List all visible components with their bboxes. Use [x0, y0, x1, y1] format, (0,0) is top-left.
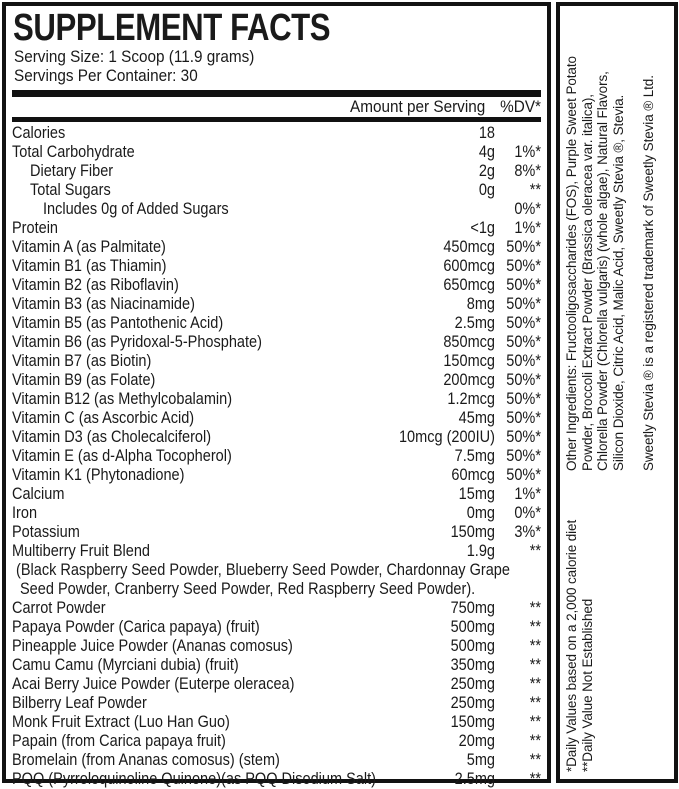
- supplement-facts-panel: [2, 2, 551, 788]
- nutrient-dv: 50%*: [506, 276, 541, 294]
- nutrient-name: Carrot Powder: [12, 599, 106, 617]
- nutrient-name: Includes 0g of Added Sugars: [43, 200, 229, 218]
- nutrient-name: Dietary Fiber: [30, 162, 114, 180]
- nutrient-dv: **: [529, 599, 541, 617]
- nutrient-dv: 50%*: [506, 295, 541, 313]
- nutrient-name: Total Carbohydrate: [12, 143, 135, 161]
- nutrient-amount: 45mg: [458, 409, 495, 427]
- nutrient-amount: 450mcg: [443, 238, 495, 256]
- nutrient-row: [12, 770, 541, 789]
- nutrient-dv: **: [529, 637, 541, 655]
- nutrient-amount: 7.5mg: [454, 447, 495, 465]
- nutrient-row: [12, 257, 541, 276]
- column-header-row: [12, 97, 541, 117]
- nutrient-row: [12, 390, 541, 409]
- nutrient-amount: 4g: [478, 143, 495, 161]
- nutrient-name: Vitamin D3 (as Cholecalciferol): [12, 428, 212, 446]
- nutrient-row: [12, 599, 541, 618]
- nutrient-amount: 850mcg: [443, 333, 495, 351]
- nutrient-row: [12, 675, 541, 694]
- nutrient-amount: 5mg: [466, 751, 495, 769]
- nutrient-dv: 1%*: [514, 485, 541, 503]
- nutrient-name: (Black Raspberry Seed Powder, Blueberry Seed Powder, Chardonnay Grape: [16, 561, 510, 579]
- nutrient-name: Iron: [12, 504, 38, 522]
- nutrient-name: Protein: [12, 219, 59, 237]
- serving-size: Serving Size: 1 Scoop (11.9 grams): [14, 47, 255, 66]
- nutrient-dv: **: [529, 732, 541, 750]
- nutrient-name: Vitamin B2 (as Riboflavin): [12, 276, 179, 294]
- nutrient-dv: 50%*: [506, 390, 541, 408]
- nutrient-dv: 50%*: [506, 257, 541, 275]
- nutrient-rows: [12, 124, 541, 789]
- nutrient-amount: <1g: [470, 219, 495, 237]
- nutrient-row: [12, 504, 541, 523]
- nutrient-name: Vitamin B1 (as Thiamin): [12, 257, 167, 275]
- nutrient-dv: 50%*: [506, 333, 541, 351]
- nutrient-name: Vitamin B5 (as Pantothenic Acid): [12, 314, 224, 332]
- nutrient-name: Total Sugars: [30, 181, 111, 199]
- nutrient-amount: 750mg: [450, 599, 495, 617]
- nutrient-amount: 2g: [478, 162, 495, 180]
- nutrient-name: Vitamin K1 (Phytonadione): [12, 466, 185, 484]
- nutrient-amount: 150mg: [450, 523, 495, 541]
- nutrient-row: [12, 523, 541, 542]
- servings-per-container: Servings Per Container: 30: [14, 66, 198, 85]
- nutrient-row: [12, 694, 541, 713]
- nutrient-row: [12, 276, 541, 295]
- nutrient-dv: **: [529, 618, 541, 636]
- nutrient-dv: **: [529, 656, 541, 674]
- nutrient-name: Vitamin C (as Ascorbic Acid): [12, 409, 195, 427]
- other-ingredients-line: Powder, Broccoli Extract Powder (Brassica oleracea var. italica),: [579, 94, 595, 471]
- footnotes-block: [564, 520, 595, 772]
- nutrient-row: [12, 162, 541, 181]
- nutrient-name: Bilberry Leaf Powder: [12, 694, 147, 712]
- footnote-daily-values: *Daily Values based on a 2,000 calorie diet: [564, 519, 579, 772]
- nutrient-amount: 600mcg: [443, 257, 495, 275]
- nutrient-row: [12, 352, 541, 371]
- nutrient-dv: **: [529, 694, 541, 712]
- other-ingredients-lines: [564, 56, 626, 471]
- panel-title: SUPPLEMENT FACTS: [13, 7, 331, 49]
- nutrient-dv: 1%*: [514, 219, 541, 237]
- side-panel: [556, 2, 678, 783]
- nutrient-amount: 15mg: [458, 485, 495, 503]
- nutrient-dv: 3%*: [514, 523, 541, 541]
- nutrient-dv: 50%*: [506, 447, 541, 465]
- nutrient-row: [12, 561, 541, 580]
- nutrient-amount: 150mcg: [443, 352, 495, 370]
- nutrient-amount: 250mg: [450, 694, 495, 712]
- amount-column-header: Amount per Serving: [349, 97, 485, 116]
- nutrient-dv: **: [529, 542, 541, 560]
- nutrient-name: Pineapple Juice Powder (Ananas comosus): [12, 637, 293, 655]
- nutrient-row: [12, 542, 541, 561]
- nutrient-row: [12, 485, 541, 504]
- nutrient-amount: 2.5mg: [454, 314, 495, 332]
- nutrient-amount: 0mg: [466, 504, 495, 522]
- nutrient-amount: 1.2mcg: [447, 390, 495, 408]
- nutrient-dv: 8%*: [514, 162, 541, 180]
- nutrient-dv: 50%*: [506, 371, 541, 389]
- nutrient-name: Vitamin B7 (as Biotin): [12, 352, 152, 370]
- other-ingredients-block: [564, 56, 657, 471]
- nutrient-name: Potassium: [12, 523, 80, 541]
- nutrient-amount: 150mg: [450, 713, 495, 731]
- rotated-text-wrapper: [563, 12, 669, 772]
- nutrient-amount: 8mg: [466, 295, 495, 313]
- nutrient-name: Papain (from Carica papaya fruit): [12, 732, 226, 750]
- nutrient-row: [12, 333, 541, 352]
- divider-bar-top: [12, 90, 541, 97]
- nutrient-amount: 20mg: [458, 732, 495, 750]
- nutrient-amount: 650mcg: [443, 276, 495, 294]
- other-ingredients-line: Silicon Dioxide, Citric Acid, Malic Acid, Sweetly Stevia ®, Stevia.: [610, 94, 626, 471]
- nutrient-name: Camu Camu (Myrciani dubia) (fruit): [12, 656, 239, 674]
- nutrient-row: [12, 656, 541, 675]
- nutrient-amount: 1.9g: [466, 542, 495, 560]
- divider-bar-under-header: [12, 117, 541, 122]
- nutrient-row: [12, 181, 541, 200]
- nutrient-dv: 50%*: [506, 352, 541, 370]
- trademark-note: Sweetly Stevia ® is a registered trademark of Sweetly Stevia ® Ltd.: [641, 75, 656, 471]
- nutrient-name: Calcium: [12, 485, 65, 503]
- nutrient-amount: 18: [478, 124, 495, 142]
- nutrient-row: [12, 637, 541, 656]
- nutrient-row: [12, 428, 541, 447]
- nutrient-name: Papaya Powder (Carica papaya) (fruit): [12, 618, 260, 636]
- nutrient-amount: 0g: [478, 181, 495, 199]
- dv-column-header: %DV*: [500, 97, 541, 116]
- nutrient-row: [12, 466, 541, 485]
- nutrient-name: Vitamin B3 (as Niacinamide): [12, 295, 195, 313]
- nutrient-row: [12, 295, 541, 314]
- nutrient-amount: 10mcg (200IU): [398, 428, 495, 446]
- nutrient-row: [12, 200, 541, 219]
- footnote-not-established: **Daily Value Not Established: [579, 598, 595, 772]
- nutrient-name: Seed Powder, Cranberry Seed Powder, Red Raspberry Seed Powder).: [20, 580, 476, 598]
- nutrient-row: [12, 143, 541, 162]
- nutrient-dv: **: [529, 751, 541, 769]
- nutrient-name: Vitamin A (as Palmitate): [12, 238, 166, 256]
- nutrient-row: [12, 314, 541, 333]
- nutrient-amount: 500mg: [450, 637, 495, 655]
- nutrient-row: [12, 371, 541, 390]
- nutrient-dv: 50%*: [506, 409, 541, 427]
- nutrient-dv: 50%*: [506, 314, 541, 332]
- nutrient-name: Vitamin B12 (as Methylcobalamin): [12, 390, 233, 408]
- nutrient-name: Calories: [12, 124, 66, 142]
- nutrient-name: Monk Fruit Extract (Luo Han Guo): [12, 713, 230, 731]
- nutrient-name: PQQ (Pyrroloquinoline Quinone)(as PQQ Disodium Salt): [12, 770, 376, 788]
- nutrient-row: [12, 409, 541, 428]
- nutrient-name: Bromelain (from Ananas comosus) (stem): [12, 751, 280, 769]
- nutrient-row: [12, 238, 541, 257]
- nutrient-name: Acai Berry Juice Powder (Euterpe oleracea): [12, 675, 295, 693]
- nutrient-amount: 200mcg: [443, 371, 495, 389]
- nutrient-dv: **: [529, 770, 541, 788]
- nutrient-amount: 60mcg: [451, 466, 495, 484]
- nutrient-row: [12, 580, 541, 599]
- nutrient-name: Multiberry Fruit Blend: [12, 542, 150, 560]
- nutrient-row: [12, 219, 541, 238]
- nutrient-dv: 1%*: [514, 143, 541, 161]
- nutrient-row: [12, 713, 541, 732]
- nutrient-dv: 0%*: [514, 200, 541, 218]
- nutrient-row: [12, 751, 541, 770]
- nutrient-name: Vitamin E (as d-Alpha Tocopherol): [12, 447, 232, 465]
- nutrient-amount: 350mg: [450, 656, 495, 674]
- other-ingredients-line: Chlorella Powder (Chlorella vulgaris) (whole algae), Natural Flavors,: [595, 71, 610, 471]
- nutrient-amount: 500mg: [450, 618, 495, 636]
- nutrient-dv: **: [529, 181, 541, 199]
- nutrient-row: [12, 447, 541, 466]
- nutrient-name: Vitamin B9 (as Folate): [12, 371, 156, 389]
- nutrient-dv: **: [529, 713, 541, 731]
- nutrient-row: [12, 124, 541, 143]
- nutrient-dv: 50%*: [506, 238, 541, 256]
- nutrient-dv: 50%*: [506, 428, 541, 446]
- nutrient-dv: 0%*: [514, 504, 541, 522]
- other-ingredients-line: Other Ingredients: Fructooligosaccharides (FOS), Purple Sweet Potato: [564, 56, 579, 471]
- nutrient-row: [12, 732, 541, 751]
- nutrient-row: [12, 618, 541, 637]
- nutrient-amount: 250mg: [450, 675, 495, 693]
- nutrient-name: Vitamin B6 (as Pyridoxal-5-Phosphate): [12, 333, 262, 351]
- nutrient-amount: 2.5mg: [454, 770, 495, 788]
- nutrient-dv: **: [529, 675, 541, 693]
- nutrient-dv: 50%*: [506, 466, 541, 484]
